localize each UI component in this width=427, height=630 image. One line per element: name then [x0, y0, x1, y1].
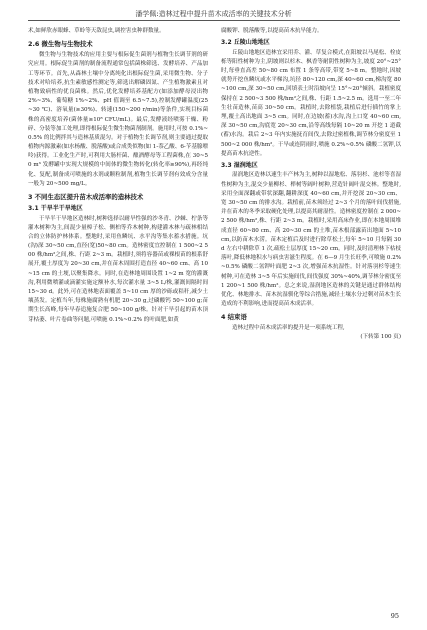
paragraph-2-6: 微生物与生物技术的应用主要与根际促生菌剂与植物生长调节剂的研究应用。根际促生菌剂的制备流程通常包括菌株筛选、发酵培养、产品加工等环节。首先,从森林土壤中分离纯化出根际促生菌,采用微生物、分子技术对哈培养,抗生素敏感性测定等,筛选出解磷固氮、产生植物激素且对植物致病性的优良菌株。然后,优化发酵培养基配方(如添加酵母浸出物 2%~3%、葡萄糖 1%~2%、pH 值调至 6.5~7.5),控制发酵罐温度(25~30 ℃)、溶氧量(≥30%)、转速(150~200 r/min)等条件,实现目标菌株的高密度培养(菌体量≥10⁸ CFU/mL)。最后,发酵液经喷雾干燥、粉碎、分装等加工处理,即得根际促生微生物菌剂制剂。施用时,可按 0.1%~0.5% 的比例拌其与造林基质混匀。对于植物生长调节剂,则主要通过提取植物内源激素(如水杨酸、脱落酸)或合成类似物(如 1-萘乙酸、6-苄基腺嘌呤)获得。工业化生产时,可利用大肠杆菌、酿酒酵母等工程菌株,在 30~50 m³ 发酵罐中实现大规模的中间体的微生物转化(转化率≥90%),再经纯化、复配,制备成可喷施的水剂或颗粒制剂,植物生长调节剂有效成分含量一般为 20~500 mg/L。: [28, 52, 208, 187]
section-heading-3-3: 3.3 湿润地区: [221, 161, 258, 169]
intro-paragraph: 术,如鲜欣赤眼蜂、草蛉等天敌昆虫,调控害虫种群数量。: [28, 28, 165, 34]
right-column: [221, 27, 401, 342]
section-heading-3: 3 不同生态区提升苗木成活率的造林技术: [28, 193, 144, 201]
paragraph-4: 造林过程中苗木成活率的提升是一项系统工程,: [232, 325, 345, 332]
continued-note: (下转第 100 页): [360, 334, 401, 341]
section-heading-4: 4 结束语: [221, 313, 247, 322]
running-head: 潘学佩:造林过程中提升苗木成活率的关键技术分析: [135, 10, 292, 18]
paragraph-3-2: 丘陵山地地区造林宜采用乔、灌、草复合模式,在阳坡以马尾松、栓皮栎等阳性树种为主,阴坡则以杉木、枫香等耐阴性树种为主,坡度 20°~25°时,每垂直高差 50~80 cm 布置 1 条等高带,带宽 5~8 m。整地时,因坡就势开挖鱼鳞坑或水平梯沟,坑径 80~120 cm,深 40~60 cm,梯沟宽 80~100 cm,深 30~50 cm,回填表土时沿坡向呈 15°~20°倾斜。栽植密度保持在 2 500~3 500 株/hm²之间,株、行距 1.5~2.5 m。选用一至二年生壮苗造林,苗高 30~50 cm。栽植时,去除植袋,栽植后进行插竹的掌上埋,覆土高出地面 3~5 cm。同时,在边坡(蓄)水沟,沟上口宽 40~60 cm,深 30~50 cm,沟底宽 20~30 cm,沿等高线每隔 10~20 m 开挖 1 道截(蓄)水沟。栽后 2~3 年内实施抚育间伐,去除过密植株,调节林分密度至 1 500~2 000 株/hm²。干旱或连阴雨时,喷施 0.2%~0.5% 磷酸二氢钾,以提高苗木抗逆性。: [221, 49, 401, 157]
section-heading-3-2: 3.2 丘陵山地地区: [221, 39, 270, 47]
left-column: [28, 27, 208, 325]
section-heading-3-1: 3.1 干旱半干旱地区: [28, 205, 83, 212]
continued-paragraph: 腐酸钾、脱落酸等,以提高苗木抗旱能力。: [221, 28, 323, 34]
paragraph-3-3: 湿润地区造林以速生丰产林为主,树种以湿地松、落羽杉、池杉等喜湿性树种为主,混交少量柳杉、榉树等阔叶树种,营造针阔叶混交林。整地时,采用全面深翻或带状深翻,翻耕深度 40~60 cm,并开挖深 20~30 cm、宽 30~50 cm 的排水沟。栽植前,苗木须经过 2~3 个月的落叶间伐措施,并在苗木的冬季采取硬化处理,以提高其耐湿性。造林密度控制在 2 000~2 500 株/hm²,株、行距 2~3 m。栽植时,采用高床作业,即在本地周围堆成直径 60~80 cm、高 20~30 cm 的土堆,苗木根部露苗出地面 5~10 cm,以防苗木水涝。苗木定植后及时进行除草松土,每年 5~10 月每隔 30 d 左右中耕除草 1 次,疏松土层厚度 15~20 cm。同时,及时清理林下枯枝落叶,降低林地积水与病虫害滋生程度。在 6—9 月生长旺季,可喷施 0.2%~0.5% 磷酸二氢钾叶面肥 2~3 次,增强苗木抗湿性。针对落羽杉等速生树种,可在造林 3~5 年后实施间伐,间伐强度 30%~40%,调节林分密度至 1 200~1 500 株/hm²。总之来说,湿润地区造林的关键是通过群体结构优化、林地排水、苗木抗湿驯化等综合措施,减轻土壤水分过剩对苗木生长造成的不利影响,进而提高苗木成活率。: [221, 172, 401, 308]
paragraph-3-1: 干旱半干旱地区造林时,树种选择以耐旱性强的沙冬青、沙棘、柠条等灌木树种为主,间混少量樟子松、侧柏等乔木树种,构建灌木林与疏林相结合的立体防护林体系。整地时,采用鱼鳞坑、水平沟等集水蓄水措施。坑(沟)深 30~50 cm,直径(宽)50~80 cm。造林密度宜控制在 1 500~2 500 株/hm²之间,株、行距 2~3 m。栽植时,须将容器苗或裸根苗的根系舒展开,覆土厚度为 20~30 cm,并在苗木周围打造直径 40~60 cm、高 10~15 cm 的土埂,以聚集降水。同时,在造林地周围设置 1~2 m 宽的灌溉沟,利用微喷灌或滴灌实施定额补水,每次灌水量 3~5 L/株,灌溉间隔时间 15~30 d。此外,可在造林地表面覆盖 5~10 cm 厚的沙砾或秸秆,减少土壤蒸发。定植当年,每株施腐熟有机肥 20~30 g,过磷酸钙 50~100 g;苗期生长高峰,每年早春追施复合肥 50~100 g/株。针对干旱引起的苗木顶芽枯萎、叶片卷曲等问题,可喷施 0.1%~0.2% 的叶面肥,如黄: [28, 215, 208, 323]
header-rule: [28, 20, 400, 21]
section-heading-2-6: 2.6 微生物与生物技术: [28, 40, 93, 49]
page-number: 95: [390, 612, 399, 620]
